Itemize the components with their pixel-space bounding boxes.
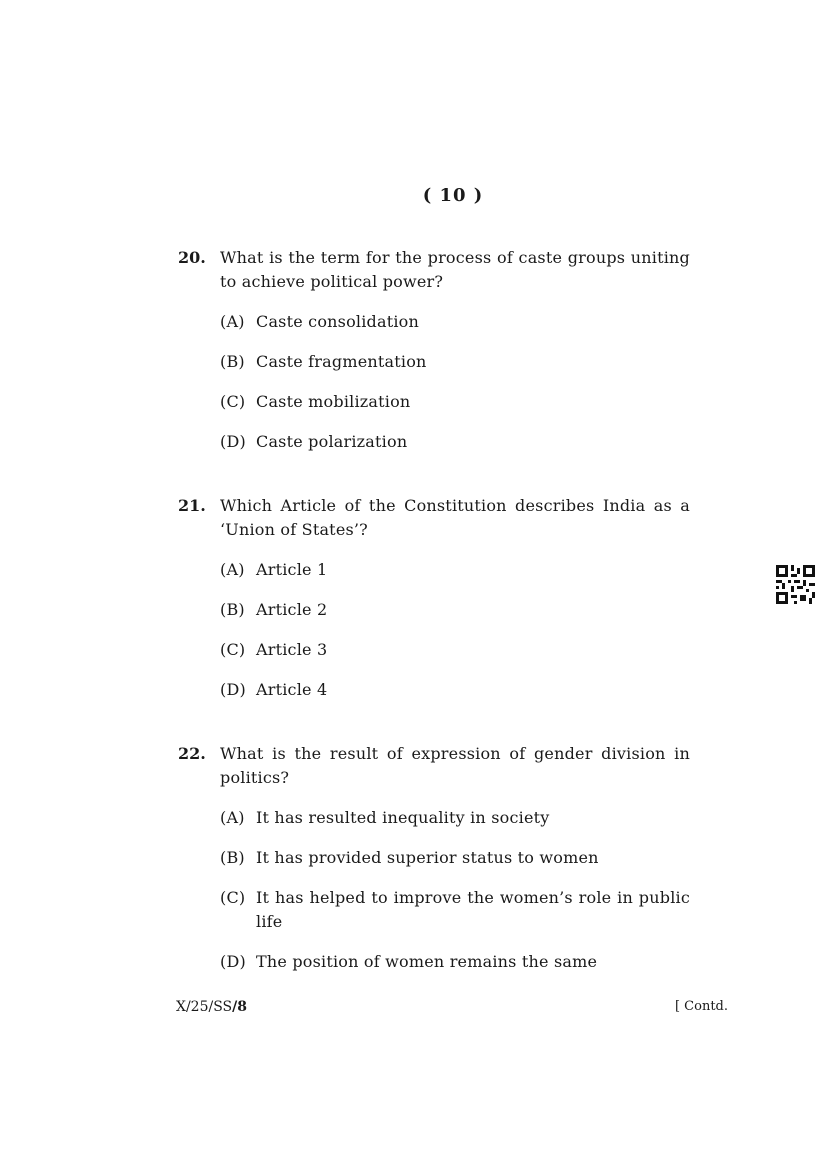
option-label: (D) <box>220 952 246 971</box>
option-b[interactable] <box>220 598 690 622</box>
option-c[interactable] <box>220 390 690 414</box>
option-text: Article 4 <box>256 680 328 699</box>
option-d[interactable] <box>220 430 690 454</box>
question-number: 22. <box>178 744 206 763</box>
option-text: Caste mobilization <box>256 392 411 411</box>
option-label: (A) <box>220 560 245 579</box>
option-label: (D) <box>220 680 246 699</box>
option-c[interactable] <box>220 638 690 662</box>
options-list <box>220 558 690 702</box>
option-label: (B) <box>220 352 245 371</box>
option-d[interactable] <box>220 950 690 974</box>
option-b[interactable] <box>220 350 690 374</box>
option-text: It has provided superior status to women <box>256 848 599 867</box>
option-text: Article 3 <box>256 640 328 659</box>
option-text: Article 1 <box>256 560 328 579</box>
question-text: Which Article of the Constitution describes India as a ‘Union of States’? <box>220 496 690 539</box>
options-list <box>220 310 690 454</box>
option-label: (D) <box>220 432 246 451</box>
question-number: 21. <box>178 496 206 515</box>
option-label: (A) <box>220 312 245 331</box>
question-number: 20. <box>178 248 206 267</box>
option-a[interactable] <box>220 310 690 334</box>
option-b[interactable] <box>220 846 690 870</box>
question-22 <box>178 742 690 990</box>
option-label: (C) <box>220 392 246 411</box>
question-21 <box>178 494 690 718</box>
option-text: Caste consolidation <box>256 312 420 331</box>
option-text: It has helped to improve the women’s role in public life <box>256 888 690 931</box>
option-label: (C) <box>220 640 246 659</box>
option-a[interactable] <box>220 558 690 582</box>
option-c[interactable] <box>220 886 690 934</box>
paper-code-suffix: /8 <box>232 999 248 1015</box>
paper-code-prefix: X/25/SS <box>176 999 233 1015</box>
question-20 <box>178 246 690 470</box>
continued-marker: [ Contd. <box>674 999 728 1014</box>
paper-code <box>176 999 247 1015</box>
option-label: (C) <box>220 888 246 907</box>
options-list <box>220 806 690 974</box>
question-text: What is the term for the process of caste groups uniting to achieve political power? <box>220 248 690 291</box>
option-label: (B) <box>220 600 245 619</box>
option-label: (A) <box>220 808 245 827</box>
option-text: Caste polarization <box>256 432 408 451</box>
question-text: What is the result of expression of gender division in politics? <box>220 744 690 787</box>
option-a[interactable] <box>220 806 690 830</box>
option-text: It has resulted inequality in society <box>256 808 550 827</box>
option-text: The position of women remains the same <box>256 952 598 971</box>
option-text: Caste fragmentation <box>256 352 427 371</box>
option-text: Article 2 <box>256 600 328 619</box>
qr-code-icon <box>776 565 815 604</box>
option-d[interactable] <box>220 678 690 702</box>
page-number: ( 10 ) <box>422 185 484 206</box>
option-label: (B) <box>220 848 245 867</box>
